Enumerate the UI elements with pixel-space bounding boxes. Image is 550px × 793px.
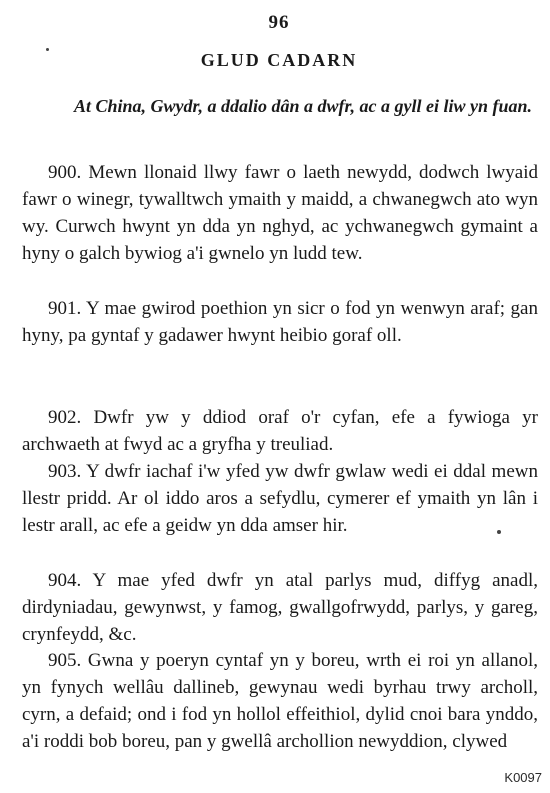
page-subtitle: At China, Gwydr, a ddalio dân a dwfr, ac a gyll ei liw yn fuan. — [73, 96, 533, 116]
paragraph-902: 902. Dwfr yw y ddiod oraf o'r cyfan, efe a fywioga yr archwaeth at fwyd ac a gryfha y treuliad. — [22, 407, 538, 455]
page-number: 96 — [268, 12, 290, 33]
paragraph-904: 904. Y mae yfed dwfr yn atal parlys mud, diffyg anadl, dirdyniadau, gewynwst, y famog, gwallgofrwydd, parlys, y gareg, crynfeydd, &c. — [22, 570, 538, 645]
ink-speck — [497, 530, 501, 534]
catalog-code: K0097 — [504, 770, 542, 785]
document-page — [20, 0, 538, 793]
ink-speck — [46, 48, 49, 51]
page-title: GLUD CADARN — [200, 50, 358, 70]
paragraph-900: 900. Mewn llonaid llwy fawr o laeth newydd, dodwch lwyaid fawr o winegr, tywalltwch ymaith y maidd, a chwanegwch ato wyn wy. Curwch hwynt yn dda yn nghyd, ac ychwanegwch gymaint a hyny o galch bywiog a'i gwnelo yn ludd tew. — [22, 162, 538, 264]
paragraph-903: 903. Y dwfr iachaf i'w yfed yw dwfr gwlaw wedi ei ddal mewn llestr pridd. Ar ol iddo aros a sefydlu, cymerer ef ymaith yn lân i lestr arall, ac efe a geidw yn dda amser hir. — [22, 461, 538, 536]
paragraph-901: 901. Y mae gwirod poethion yn sicr o fod yn wenwyn araf; gan hyny, pa gyntaf y gadawer hwynt heibio goraf oll. — [22, 298, 538, 346]
paragraph-905: 905. Gwna y poeryn cyntaf yn y boreu, wrth ei roi yn allanol, yn fynych wellâu dallineb, gewynau wedi byrhau trwy archoll, cyrn, a defaid; ond i fod yn hollol effeithiol, dylid cnoi bara ynddo, a'i roddi bob boreu, pan y gwellâ archollion newyddion, clywed — [22, 650, 538, 752]
